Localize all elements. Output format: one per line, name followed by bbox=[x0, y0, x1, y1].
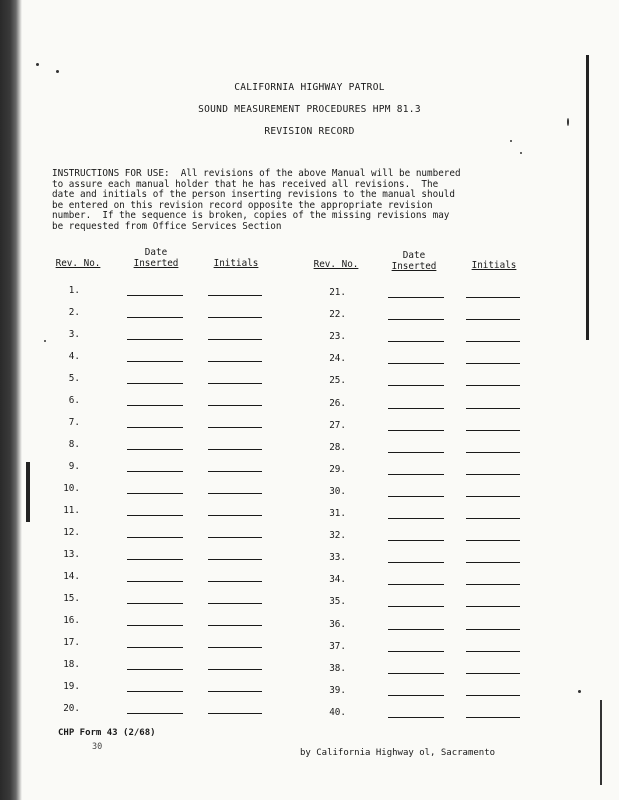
revision-number: 19. bbox=[63, 681, 80, 692]
date-inserted-blank[interactable] bbox=[388, 518, 444, 519]
scan-speck bbox=[44, 340, 46, 342]
date-inserted-blank[interactable] bbox=[388, 297, 444, 298]
initials-blank[interactable] bbox=[466, 695, 520, 696]
initials-blank[interactable] bbox=[466, 606, 520, 607]
instructions-line: to assure each manual holder that he has received all revisions. The bbox=[52, 178, 439, 190]
agency-name: CALIFORNIA HIGHWAY PATROL bbox=[234, 82, 385, 93]
revision-number: 23. bbox=[329, 331, 346, 343]
revision-number: 18. bbox=[63, 659, 80, 670]
revision-number: 32. bbox=[329, 530, 346, 542]
date-inserted-header-left: Date Inserted bbox=[133, 247, 179, 269]
initials-blank[interactable] bbox=[466, 673, 520, 674]
revision-number: 39. bbox=[329, 684, 346, 696]
revision-row bbox=[0, 685, 619, 699]
revision-number: 28. bbox=[329, 441, 346, 453]
revision-number: 2. bbox=[68, 307, 80, 318]
document-subtitle: SOUND MEASUREMENT PROCEDURES HPM 81.3 bbox=[198, 104, 421, 115]
revision-number: 24. bbox=[329, 353, 346, 365]
instructions-line: number. If the sequence is broken, copies of the missing revisions may bbox=[52, 210, 450, 222]
revision-number: 16. bbox=[63, 615, 80, 626]
date-inserted-blank[interactable] bbox=[388, 319, 444, 320]
revision-row bbox=[0, 309, 619, 323]
revision-number: 34. bbox=[329, 574, 346, 586]
page-title: REVISION RECORD bbox=[264, 126, 355, 137]
date-inserted-blank[interactable] bbox=[388, 496, 444, 497]
revision-row bbox=[0, 464, 619, 478]
date-inserted-header-right: Date Inserted bbox=[391, 250, 437, 272]
initials-blank[interactable] bbox=[466, 474, 520, 475]
revision-number: 26. bbox=[329, 397, 346, 409]
date-inserted-blank[interactable] bbox=[388, 673, 444, 674]
date-inserted-blank[interactable] bbox=[388, 562, 444, 563]
date-inserted-blank[interactable] bbox=[388, 695, 444, 696]
initials-blank[interactable] bbox=[466, 430, 520, 431]
revision-number: 27. bbox=[329, 419, 346, 431]
date-inserted-blank[interactable] bbox=[388, 341, 444, 342]
revision-number: 40. bbox=[329, 706, 346, 718]
initials-blank[interactable] bbox=[466, 651, 520, 652]
revision-row bbox=[0, 641, 619, 655]
revision-number: 6. bbox=[68, 395, 80, 406]
revision-number: 9. bbox=[68, 461, 80, 472]
revision-row bbox=[0, 442, 619, 456]
initials-blank[interactable] bbox=[466, 297, 520, 298]
revision-number: 13. bbox=[63, 549, 80, 560]
instructions-line: INSTRUCTIONS FOR USE: All revisions of the above Manual will be numbered bbox=[52, 168, 461, 179]
scan-speck bbox=[36, 63, 39, 66]
instructions-block bbox=[52, 169, 552, 233]
revision-number: 31. bbox=[329, 508, 346, 519]
date-inserted-blank[interactable] bbox=[388, 651, 444, 652]
initials-blank[interactable] bbox=[466, 319, 520, 320]
instructions-line: be entered on this revision record opposite the appropriate revision bbox=[52, 199, 433, 211]
revision-number: 20. bbox=[63, 703, 80, 714]
scan-speck bbox=[520, 152, 522, 154]
initials-blank[interactable] bbox=[466, 496, 520, 497]
revision-number: 14. bbox=[63, 571, 80, 582]
initials-blank[interactable] bbox=[466, 341, 520, 342]
revision-number: 17. bbox=[63, 637, 80, 648]
revision-number: 4. bbox=[68, 351, 80, 362]
revision-row bbox=[0, 331, 619, 345]
revision-row bbox=[0, 619, 619, 633]
revision-number: 7. bbox=[68, 417, 80, 428]
revision-number: 36. bbox=[329, 618, 346, 630]
initials-blank[interactable] bbox=[466, 629, 520, 630]
revision-row bbox=[0, 486, 619, 500]
date-inserted-blank[interactable] bbox=[388, 385, 444, 386]
revision-number: 11. bbox=[63, 505, 80, 516]
form-number-sub: 30 bbox=[92, 742, 103, 752]
revision-number: 5. bbox=[68, 373, 80, 384]
rev-no-header-right: Rev. No. bbox=[313, 259, 359, 270]
revision-number: 30. bbox=[329, 485, 346, 497]
initials-blank[interactable] bbox=[466, 717, 520, 718]
revision-row bbox=[0, 596, 619, 610]
revision-number: 10. bbox=[63, 483, 80, 494]
revision-row bbox=[0, 707, 619, 721]
date-inserted-blank[interactable] bbox=[388, 584, 444, 585]
revision-number: 3. bbox=[68, 329, 80, 340]
revision-number: 29. bbox=[329, 463, 346, 475]
initials-blank[interactable] bbox=[466, 363, 520, 364]
revision-number: 12. bbox=[63, 527, 80, 538]
form-number: CHP Form 43 (2/68) bbox=[58, 728, 156, 738]
instructions-line: be requested from Office Services Section bbox=[52, 220, 282, 232]
scan-speck bbox=[510, 140, 512, 142]
date-inserted-blank[interactable] bbox=[388, 408, 444, 409]
revision-number: 33. bbox=[329, 552, 346, 564]
initials-header-left: Initials bbox=[213, 258, 259, 269]
revision-number: 15. bbox=[63, 593, 80, 604]
date-inserted-blank[interactable] bbox=[388, 717, 444, 718]
printed-by-line: by California Highway ol, Sacramento bbox=[300, 748, 496, 758]
revision-row bbox=[0, 398, 619, 412]
revision-row bbox=[0, 375, 619, 389]
revision-row bbox=[0, 420, 619, 434]
revision-number: 21. bbox=[329, 287, 346, 298]
date-inserted-blank[interactable] bbox=[388, 540, 444, 541]
initials-blank[interactable] bbox=[466, 408, 520, 409]
revision-number: 35. bbox=[329, 596, 346, 608]
revision-row bbox=[0, 530, 619, 544]
revision-row bbox=[0, 353, 619, 367]
rev-no-header-left: Rev. No. bbox=[55, 258, 101, 269]
revision-number: 1. bbox=[68, 285, 80, 296]
initials-blank[interactable] bbox=[466, 452, 520, 453]
date-inserted-blank[interactable] bbox=[388, 474, 444, 475]
initials-blank[interactable] bbox=[466, 584, 520, 585]
revision-row bbox=[0, 287, 619, 301]
initials-blank[interactable] bbox=[466, 385, 520, 386]
revision-row bbox=[0, 663, 619, 677]
revision-number: 8. bbox=[68, 439, 80, 450]
revision-number: 37. bbox=[329, 640, 346, 652]
revision-row bbox=[0, 508, 619, 522]
initials-blank[interactable] bbox=[466, 518, 520, 519]
initials-blank[interactable] bbox=[466, 540, 520, 541]
revision-number: 22. bbox=[329, 309, 346, 321]
revision-number: 25. bbox=[329, 375, 346, 387]
revision-number: 38. bbox=[329, 662, 346, 674]
date-inserted-blank[interactable] bbox=[388, 629, 444, 630]
date-inserted-blank[interactable] bbox=[388, 363, 444, 364]
date-inserted-blank[interactable] bbox=[388, 606, 444, 607]
scan-speck bbox=[56, 70, 59, 73]
date-inserted-blank[interactable] bbox=[388, 452, 444, 453]
initials-blank[interactable] bbox=[466, 562, 520, 563]
instructions-line: date and initials of the person inserting revisions to the manual should bbox=[52, 189, 455, 201]
date-inserted-blank[interactable] bbox=[388, 430, 444, 431]
scan-speck bbox=[578, 690, 581, 693]
revision-row bbox=[0, 574, 619, 588]
revision-row bbox=[0, 552, 619, 566]
scan-speck bbox=[567, 118, 569, 126]
initials-header-right: Initials bbox=[471, 260, 517, 271]
